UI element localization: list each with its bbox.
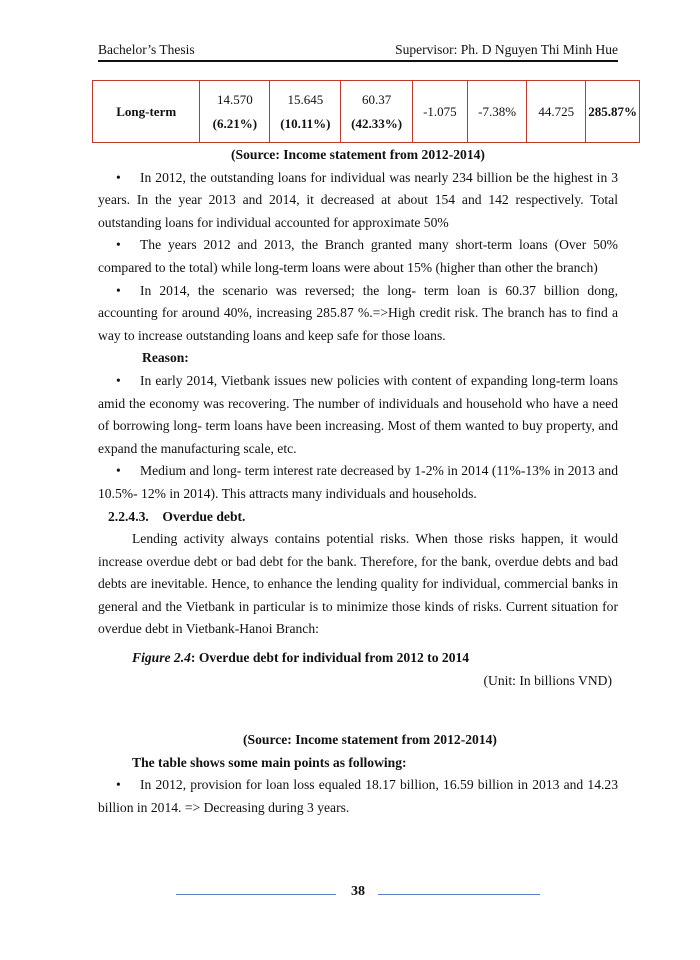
- share-2014: (42.33%): [351, 115, 403, 131]
- figure-caption: [98, 647, 618, 670]
- share-2013: (10.11%): [280, 115, 331, 131]
- bullet-icon: •: [116, 169, 121, 185]
- page-header: [98, 42, 618, 58]
- figure-space: [98, 692, 618, 729]
- thesis-label: Bachelor’s Thesis: [98, 42, 195, 57]
- reason-heading: Reason:: [142, 350, 189, 366]
- unit-note: (Unit: In billions VND): [483, 672, 612, 688]
- bullet-icon: •: [116, 463, 121, 479]
- section-heading: 2.2.4.3. Overdue debt.: [108, 508, 246, 524]
- figure-label: Figure 2.4: [132, 650, 191, 666]
- table-row: [93, 81, 640, 143]
- footer-rule-right: [378, 894, 540, 895]
- list-item: [98, 167, 618, 235]
- list-item: [98, 234, 618, 279]
- header-rule: [98, 60, 618, 62]
- source-caption: (Source: Income statement from 2012-2014): [231, 147, 485, 162]
- footer-rule-left: [176, 894, 336, 895]
- bullet-icon: •: [116, 777, 121, 793]
- cell-2014: [341, 81, 412, 143]
- list-item: [98, 460, 618, 505]
- list-item-text: In 2014, the scenario was reversed; the long- term loan is 60.37 billion dong, accounting for around 40%, increasing 285.87 %.=>High credit risk. The branch has to find a way to increase outstanding loans and keep safe for those loans.: [98, 282, 618, 343]
- list-item-text: Medium and long- term interest rate decreased by 1-2% in 2014 (11%-13% in 2013 and 10.5%- 12% in 2014). This attracts many individuals and households.: [98, 463, 618, 501]
- list-item: [98, 370, 618, 460]
- bullet-icon: •: [116, 282, 121, 298]
- list-item-text: In 2012, provision for loan loss equaled 18.17 billion, 16.59 billion in 2013 and 14.23 billion in 2014. => Decreasing during 3 years.: [98, 777, 618, 816]
- bullet-icon: •: [116, 237, 121, 253]
- page-number: 38: [351, 884, 365, 899]
- list-item-text: The years 2012 and 2013, the Branch granted many short-term loans (Over 50% compared to the total) while long-term loans were about 15% (higher than other the branch): [98, 237, 618, 275]
- body-paragraph: Lending activity always contains potential risks. When those risks happen, it would increase overdue debt or bad debt for the bank. Therefore, for the bank, overdue debts and bad debts are inevitable. Hence, to enhance the lending quality for individual, commercial banks in general and the Vietbank in particular is to minimize those kinds of risks. Current situation for overdue debt in Vietbank-Hanoi Branch:: [98, 531, 618, 637]
- cell-2013: [270, 81, 341, 143]
- list-item-text: In 2012, the outstanding loans for individual was nearly 234 billion be the highest in 3 years. In the year 2013 and 2014, it decreased at about 154 and 142 respectively. Total outstanding loans for individual accounted for approximate 50%: [98, 169, 618, 230]
- change-2014-abs: 44.725: [527, 81, 586, 143]
- supervisor-label: Supervisor: Ph. D Nguyen Thi Minh Hue: [395, 42, 618, 57]
- row-label: Long-term: [93, 81, 200, 143]
- list-item: [98, 774, 618, 819]
- page-footer: [0, 884, 700, 904]
- change-2013-abs: -1.075: [412, 81, 467, 143]
- cell-2012: [200, 81, 270, 143]
- source-caption: (Source: Income statement from 2012-2014): [243, 732, 497, 748]
- bullet-icon: •: [116, 372, 121, 388]
- list-item-text: In early 2014, Vietbank issues new policies with content of expanding long-term loans amid the economy was recovering. The number of individuals and household who have a need of borrowing long- term loans have been increasing. Most of them wanted to buy property, and expand the manufacturing scale, etc.: [98, 372, 618, 456]
- value-2014: 60.37: [362, 91, 392, 107]
- change-2013-pct: -7.38%: [467, 81, 526, 143]
- loan-table: [92, 80, 640, 143]
- share-2012: (6.21%): [212, 115, 258, 131]
- page-body: [98, 144, 618, 820]
- change-2014-pct: 285.87%: [586, 81, 640, 143]
- value-2013: 15.645: [287, 91, 324, 107]
- list-item: [98, 280, 618, 348]
- summary-heading: The table shows some main points as following:: [132, 754, 407, 770]
- figure-title: : Overdue debt for individual from 2012 to 2014: [190, 650, 470, 666]
- value-2012: 14.570: [216, 91, 253, 107]
